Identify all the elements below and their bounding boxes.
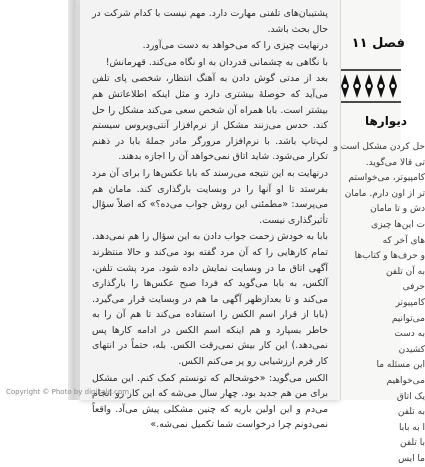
right-line: و حرف‌ها و کتاب‌ها xyxy=(354,251,425,262)
paragraph-4: بعد از مدتی گوش دادن به آهنگ انتظار، شخصی پای تلفن می‌آید که حوصلهٔ بیشتری دارد و مثل اینکه اطلاعاتش هم بیشتر است. بابا همراه آن شخص سعی می‌کند مشکل را حل کند. حدس می‌زنند مشکل از نرم‌افزار آنتی‌ویروس سیستم لپ‌تاپ باشد. با نرم‌افزار مرورگر مادر جملهٔ بابا در ذهنم تکرار می‌شود. شاید اتاق نمی‌خواهد آن را اجازه بدهند. xyxy=(92,73,328,163)
right-page xyxy=(333,0,425,464)
right-line: یک اتاق xyxy=(396,391,425,402)
paragraph-1: پشتیبان‌های تلفنی مهارت دارد. مهم نیست با کدام شرکت در حال بحث باشد. xyxy=(92,8,328,35)
right-line: به دست xyxy=(394,329,425,340)
right-line: می‌توانیم xyxy=(391,313,425,324)
right-line: دش و تا مامان xyxy=(370,204,425,215)
right-line: کامپیوتر xyxy=(395,297,425,308)
copyright-watermark: Copyright © Photo by digikala.com xyxy=(6,388,130,396)
left-page-edge xyxy=(0,0,68,400)
right-page-text xyxy=(333,140,425,467)
paragraph-5: درنهایت به این نتیجه می‌رسند که بابا عکس‌ها را برای آن مرد بفرستد تا او آنها را در وبسایت بارگذاری کند. مامان هم می‌پرسد: «مطمئنی این روش جواب می‌ده؟» که اصلاً سؤال تأثیرگذاری نیست. xyxy=(92,167,328,226)
right-line: حل کردن مشکل است و xyxy=(333,142,425,152)
chapter-subheading: دیوارها xyxy=(364,114,407,128)
right-line: تر از اون دارم. مامان xyxy=(344,188,425,199)
chapter-heading: فصل ۱۱ xyxy=(351,36,405,51)
right-line: ما ایس xyxy=(398,453,425,464)
right-line: های آخر که xyxy=(382,235,425,246)
right-line: به آن تلفن xyxy=(385,266,425,277)
right-line: به تلفن xyxy=(397,407,425,418)
right-line: می‌خواهیم xyxy=(386,375,425,386)
main-text-column xyxy=(92,6,328,434)
right-line: با تلفن xyxy=(400,438,425,449)
right-line: این مسئله ما xyxy=(376,360,425,371)
right-line: ت این‌ها چیزی xyxy=(371,219,425,230)
right-line: کامپیوتر، می‌خواستم xyxy=(348,173,425,184)
paragraph-7: الکس می‌گوید: «خوشحالم که تونستم کمک کنم. این مشکل برای من هم جدید بود. چهار سال می‌شه که این کار رو انجام می‌دم و این اولین باریه که چنین مشکلی پیش می‌آد. واقعاً نمی‌دونم چرا درخواست شما تکمیل نمی‌شه.» xyxy=(92,372,328,431)
paragraph-6: بابا به خودش زحمت جواب دادن به این سؤال را هم نمی‌دهد. تمام کارهایی را که آن مرد گفته بود می‌کند و حالا منتظرند آگهی اتاق ما در وبسایت نمایش داده شود. مرد پشت تلفن، آلکس، به بابا می‌گوید که فردا صبح عکس‌ها را بارگذاری می‌کند و تا بعدازظهر آگهی ما هم در وبسایت قرار می‌گیرد. (بابا از قرار اسم الکس را استفاده می‌کند تا هم آن را به خاطر بسپارد و هم اینکه اسم الکس در ادامه کارها پس نمی‌دهد.) این کار بیش نمی‌رقت الکس. بله، حتماً در انتهای کار فرم ارزشیابی رو پر می‌کنم الکس. xyxy=(92,231,328,368)
right-line: کشیدن xyxy=(398,344,425,355)
ornament-border-icon xyxy=(341,66,401,106)
book-spine xyxy=(68,0,80,400)
right-line: تی قالا می‌گوید. xyxy=(365,157,425,168)
paragraph-2: درنهایت چیزی را که می‌خواهد به دست می‌آورد. xyxy=(142,40,328,52)
paragraph-3: با نگاهی به چشمانی قدردان به او نگاه می‌کند. قهرمانش! xyxy=(105,56,328,68)
right-line: ا به بابا xyxy=(398,422,425,433)
right-line: حرفی xyxy=(402,282,425,293)
